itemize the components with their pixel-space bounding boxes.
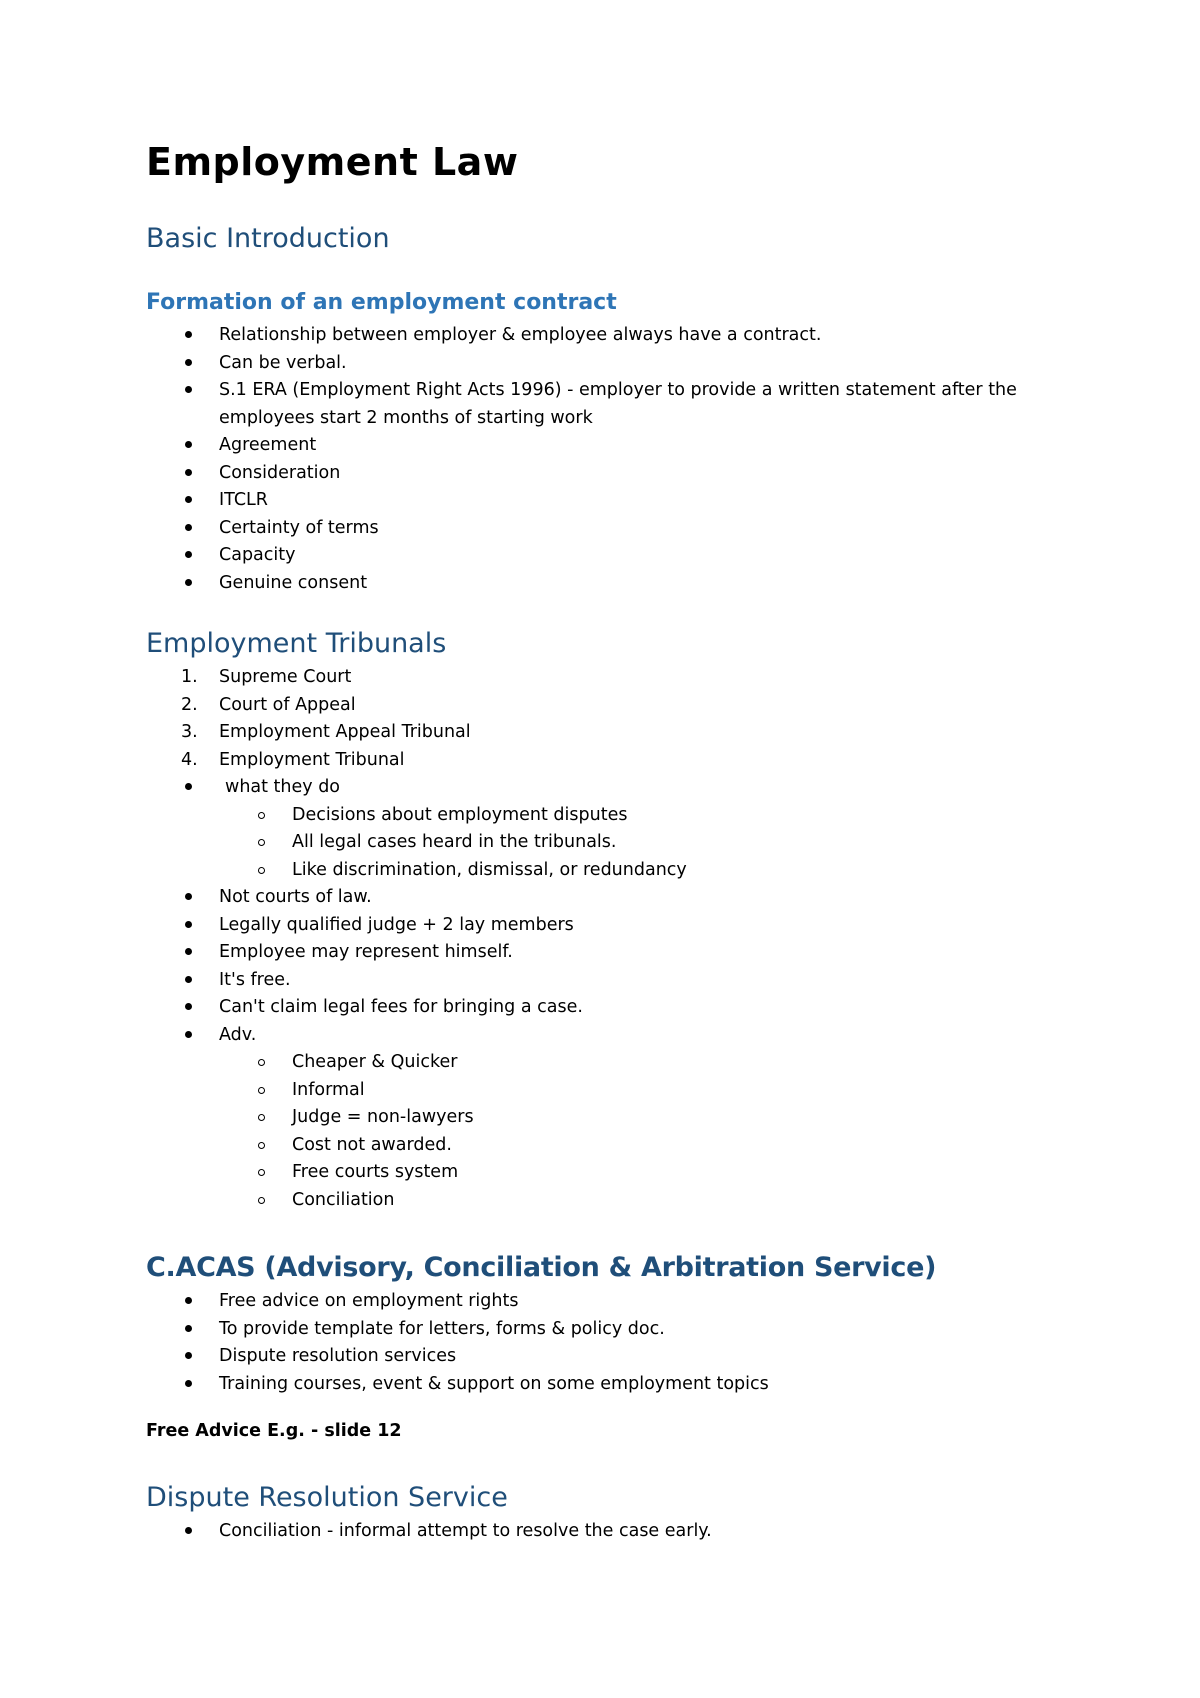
list-item: 1. Supreme Court (181, 667, 352, 687)
list-item: 4. Employment Tribunal (181, 749, 405, 770)
list-item: ITCLR (146, 487, 1066, 515)
list-item: Conciliation - informal attempt to resolve the case early. (146, 1518, 1066, 1546)
sub-list-item: Decisions about employment disputes (146, 802, 1066, 830)
bullet-icon (185, 579, 192, 586)
list-item: Employee may represent himself. (146, 939, 1066, 967)
bullet-icon (185, 524, 192, 531)
bullet-icon (185, 1031, 192, 1038)
list-item: Training courses, event & support on some employment topics (146, 1371, 1066, 1399)
circle-bullet-icon (258, 1142, 265, 1149)
list-item: what they do (146, 774, 1066, 802)
bullet-icon (185, 783, 192, 790)
bullet-icon (185, 359, 192, 366)
bullet-icon (185, 948, 192, 955)
sub-list-item: Informal (146, 1077, 1066, 1105)
list-item: Not courts of law. (146, 884, 1066, 912)
bullet-icon (185, 921, 192, 928)
list-item: Consideration (146, 460, 1066, 488)
circle-bullet-icon (258, 1197, 265, 1204)
tribunals-list (146, 664, 1066, 1214)
heading-basic-introduction: Basic Introduction (146, 223, 390, 254)
circle-bullet-icon (258, 1114, 265, 1121)
list-item: Free advice on employment rights (146, 1288, 1066, 1316)
circle-bullet-icon (258, 1169, 265, 1176)
bullet-icon (185, 1297, 192, 1304)
sub-list-item: Judge = non-lawyers (146, 1104, 1066, 1132)
formation-list (146, 322, 1066, 597)
list-item: Can't claim legal fees for bringing a case. (146, 994, 1066, 1022)
bullet-icon (185, 1352, 192, 1359)
sub-list-item: Cost not awarded. (146, 1132, 1066, 1160)
sub-list-item: Like discrimination, dismissal, or redundancy (146, 857, 1066, 885)
list-item: It's free. (146, 967, 1066, 995)
list-item: 2. Court of Appeal (181, 694, 356, 715)
bullet-icon (185, 469, 192, 476)
list-item: S.1 ERA (Employment Right Acts 1996) - employer to provide a written statement after the employees start 2 months of starting work (146, 377, 1066, 432)
sub-list-item: Free courts system (146, 1159, 1066, 1187)
list-item: Certainty of terms (146, 515, 1066, 543)
list-item: To provide template for letters, forms & policy doc. (146, 1316, 1066, 1344)
bullet-icon (185, 1380, 192, 1387)
bullet-icon (185, 1527, 192, 1534)
heading-formation: Formation of an employment contract (146, 290, 617, 315)
circle-bullet-icon (258, 812, 265, 819)
document-title: Employment Law (146, 140, 519, 184)
sub-list-item: All legal cases heard in the tribunals. (146, 829, 1066, 857)
sub-list-item: Conciliation (146, 1187, 1066, 1215)
bullet-icon (185, 551, 192, 558)
bullet-icon (185, 976, 192, 983)
circle-bullet-icon (258, 1087, 265, 1094)
list-item: Capacity (146, 542, 1066, 570)
bullet-icon (185, 331, 192, 338)
free-advice-note: Free Advice E.g. - slide 12 (146, 1421, 402, 1441)
dispute-list (146, 1518, 1066, 1546)
list-item: Adv. (146, 1022, 1066, 1050)
list-item: Genuine consent (146, 570, 1066, 598)
heading-acas: C.ACAS (Advisory, Conciliation & Arbitration Service) (146, 1252, 937, 1283)
list-item: Legally qualified judge + 2 lay members (146, 912, 1066, 940)
heading-employment-tribunals: Employment Tribunals (146, 628, 447, 659)
circle-bullet-icon (258, 867, 265, 874)
circle-bullet-icon (258, 839, 265, 846)
acas-list (146, 1288, 1066, 1398)
bullet-icon (185, 893, 192, 900)
bullet-icon (185, 441, 192, 448)
list-item: 3. Employment Appeal Tribunal (181, 722, 471, 742)
bullet-icon (185, 1325, 192, 1332)
list-item: Dispute resolution services (146, 1343, 1066, 1371)
bullet-icon (185, 386, 192, 393)
list-item: Can be verbal. (146, 350, 1066, 378)
sub-list-item: Cheaper & Quicker (146, 1049, 1066, 1077)
list-item: Agreement (146, 432, 1066, 460)
heading-dispute-resolution: Dispute Resolution Service (146, 1482, 508, 1513)
bullet-icon (185, 1003, 192, 1010)
circle-bullet-icon (258, 1059, 265, 1066)
bullet-icon (185, 496, 192, 503)
list-item: Relationship between employer & employee always have a contract. (146, 322, 1066, 350)
